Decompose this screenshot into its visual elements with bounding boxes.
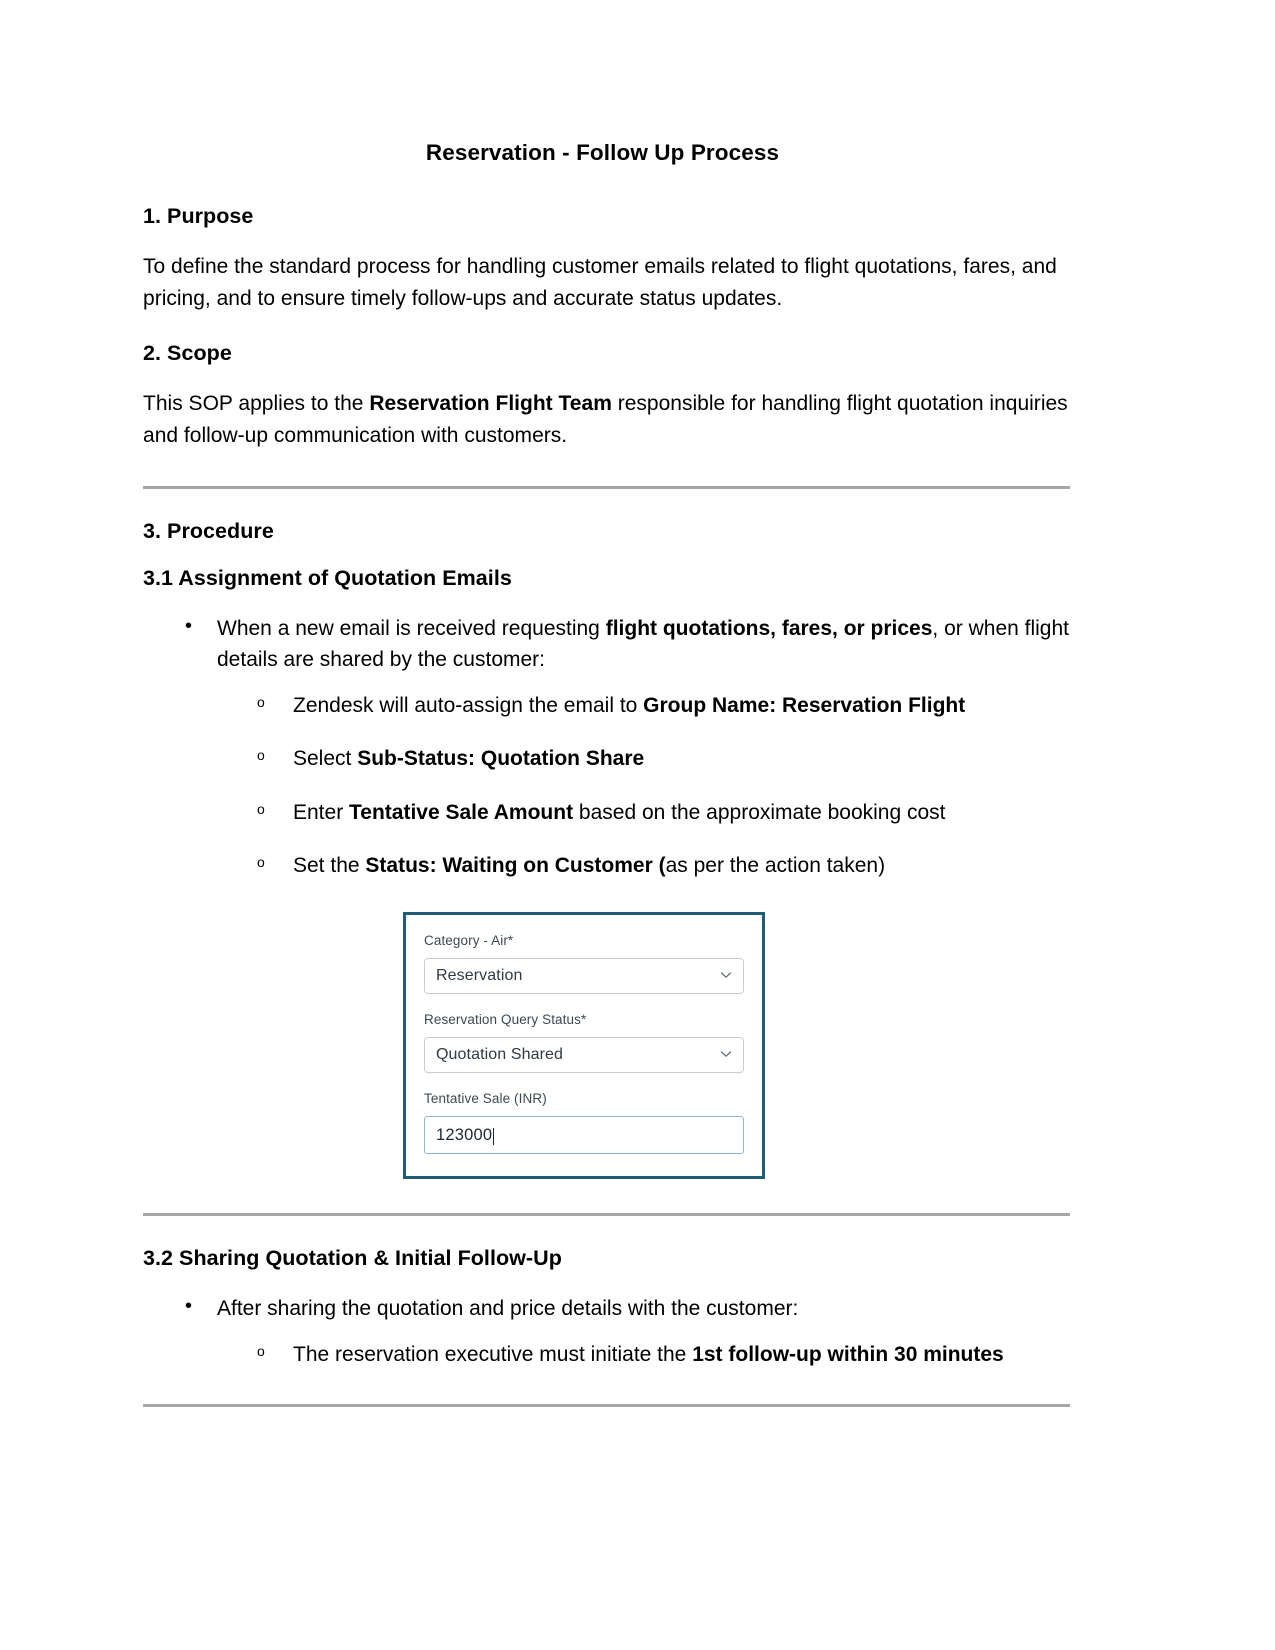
sub-item-1-bold: Sub-Status: Quotation Share <box>357 747 645 771</box>
select-reservation-query-status[interactable] <box>424 1037 744 1073</box>
tentative-sale-input-value: 123000 <box>436 1126 493 1144</box>
field-group-tentative-sale <box>424 1089 744 1154</box>
scope-text-part-2: responsible for handling flight quotation inquiries and follow-up communication with customers. <box>143 391 1068 447</box>
sub-item-3-text-before: Set the <box>293 854 366 878</box>
sub-item-2-text-before: Enter <box>293 800 350 824</box>
scope-bold-team: Reservation Flight Team <box>369 391 612 415</box>
select-category-air-value: Reservation <box>436 966 523 984</box>
label-tentative-sale: Tentative Sale (INR) <box>424 1091 547 1107</box>
heading-procedure: 3. Procedure <box>143 518 274 543</box>
text-cursor <box>493 1128 494 1145</box>
field-group-reservation-query-status <box>424 1010 744 1073</box>
sub-item-3-bold: Status: Waiting on Customer ( <box>365 854 666 878</box>
heading-purpose: 1. Purpose <box>143 204 254 228</box>
heading-scope: 2. Scope <box>143 340 232 365</box>
heading-3-1-assignment: 3.1 Assignment of Quotation Emails <box>143 565 512 590</box>
bullet-list-3-1 <box>143 613 1070 1180</box>
bullet-text-part-1: When a new email is received requesting <box>217 616 606 640</box>
list-item <box>253 1339 1070 1371</box>
section-divider-1 <box>143 486 1070 489</box>
sub-item-1-text-before: Select <box>293 747 358 771</box>
select-reservation-query-status-value: Quotation Shared <box>436 1046 564 1064</box>
bullet-bold-keywords: flight quotations, fares, or prices <box>605 616 933 640</box>
list-item <box>253 797 1070 829</box>
section-divider-3 <box>143 1404 1070 1407</box>
sub-bullet-list-3-2 <box>217 1339 1070 1371</box>
label-reservation-query-status: Reservation Query Status* <box>424 1011 587 1027</box>
purpose-paragraph: To define the standard process for handling customer emails related to flight quotations, fares, and pricing, and to ensure timely follow-ups and accurate status updates. <box>143 255 1057 310</box>
sub-item-3-text-after: as per the action taken) <box>665 854 886 878</box>
zendesk-ticket-fields-panel <box>403 912 765 1180</box>
field-group-category-air <box>424 931 744 994</box>
chevron-down-icon <box>720 969 732 981</box>
list-item <box>253 743 1070 775</box>
list-item <box>253 850 1070 1179</box>
scope-paragraph <box>143 388 1070 452</box>
document-title: Reservation - Follow Up Process <box>425 140 780 165</box>
sub-item-2-bold: Tentative Sale Amount <box>349 800 574 824</box>
sub-item-2-text-after: based on the approximate booking cost <box>573 800 946 824</box>
tentative-sale-input[interactable] <box>424 1116 744 1154</box>
sub-item-0-bold: Group Name: Reservation Flight <box>643 693 966 717</box>
sub-item-3-2-0-bold: 1st follow-up within 30 minutes <box>692 1342 1004 1366</box>
list-item <box>253 690 1070 722</box>
bullet-list-3-2 <box>143 1293 1070 1370</box>
section-divider-2 <box>143 1213 1070 1216</box>
scope-text-part-1: This SOP applies to the <box>143 391 370 415</box>
bullet-text-part-2: , or when flight details are shared by the customer: <box>217 616 1069 672</box>
bullet-3-2-text: After sharing the quotation and price details with the customer: <box>217 1297 799 1321</box>
heading-3-2-sharing-quotation: 3.2 Sharing Quotation & Initial Follow-Up <box>143 1246 562 1271</box>
label-category-air: Category - Air* <box>424 932 514 948</box>
list-item <box>181 613 1070 1180</box>
sub-bullet-list-3-1 <box>217 690 1070 1180</box>
chevron-down-icon <box>720 1048 732 1060</box>
select-category-air[interactable] <box>424 958 744 994</box>
embedded-screenshot-wrapper <box>403 912 1070 1180</box>
list-item <box>181 1293 1070 1370</box>
sub-item-0-text-before: Zendesk will auto-assign the email to <box>293 693 644 717</box>
sub-item-3-2-0-text-before: The reservation executive must initiate the <box>293 1342 693 1366</box>
